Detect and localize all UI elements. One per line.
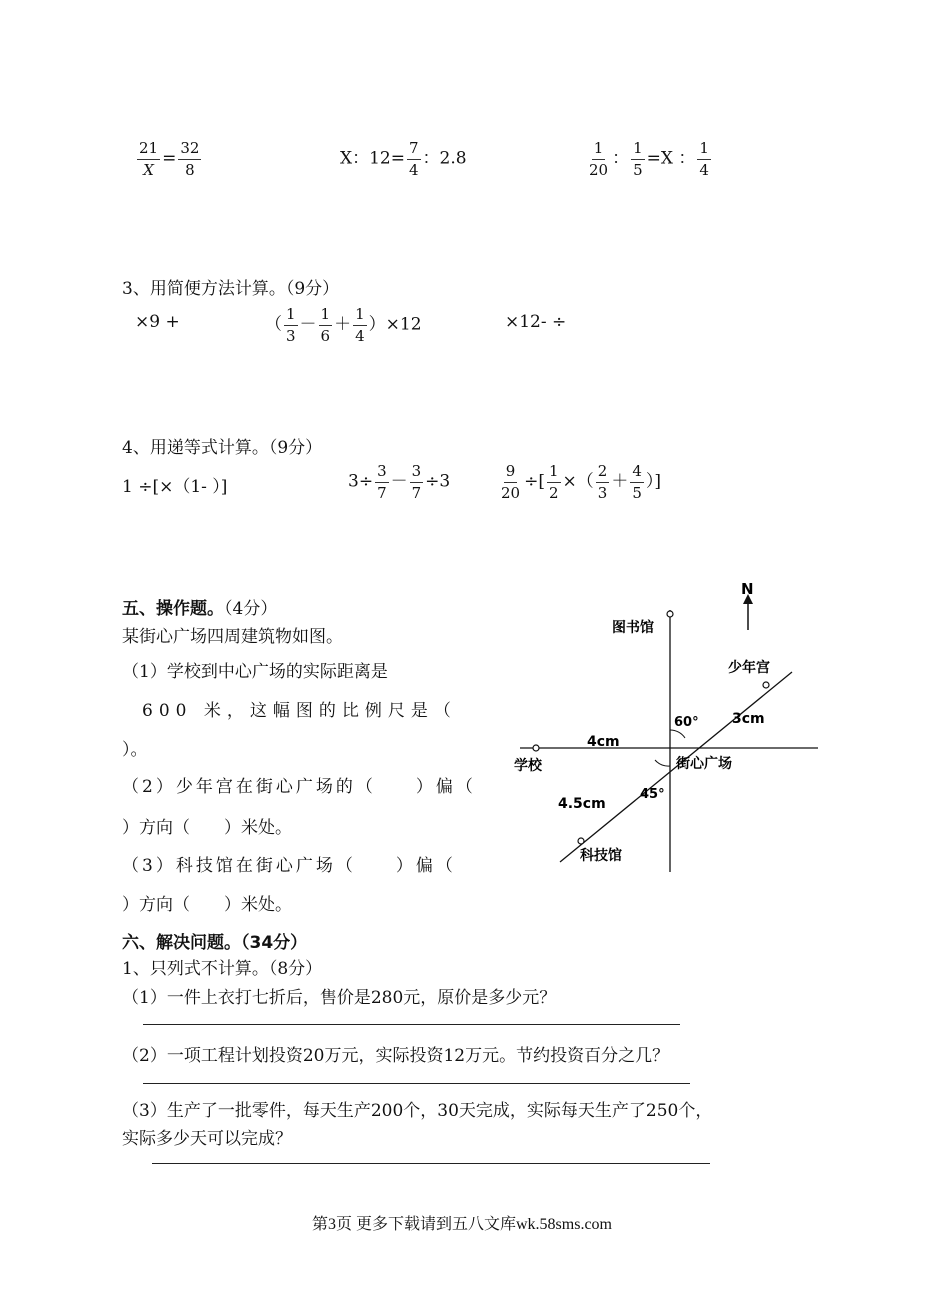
plaza-label: 街心广场 bbox=[676, 756, 732, 772]
eq-text: ×（ bbox=[562, 471, 594, 492]
school-point bbox=[533, 745, 539, 751]
frac-den: 3 bbox=[286, 326, 296, 345]
school-label: 学校 bbox=[514, 758, 542, 774]
frac-den: 20 bbox=[501, 483, 521, 502]
frac-num: 1 bbox=[631, 140, 645, 160]
dist-youth-label: 3cm bbox=[732, 711, 765, 727]
section5-q2-line2: ）方向（ ）米处。 bbox=[122, 818, 292, 838]
eq-text: ÷3 bbox=[425, 471, 451, 492]
north-arrow-icon bbox=[743, 594, 753, 630]
frac-num: 3 bbox=[410, 463, 424, 483]
answer-line-2[interactable] bbox=[143, 1083, 690, 1084]
section3-item3: ×12- ÷ bbox=[505, 312, 567, 332]
dist-science-label: 4.5cm bbox=[558, 796, 606, 812]
equation-2 bbox=[340, 140, 467, 178]
youth-palace-point bbox=[763, 682, 769, 688]
eq-text: ＋ bbox=[611, 471, 629, 492]
section5-q1-line3: ）。 bbox=[122, 740, 148, 760]
eq-text: ：2.8 bbox=[422, 148, 467, 169]
section6-sub1: 1、只列式不计算。（8分） bbox=[122, 959, 323, 979]
eq-text: ÷[ bbox=[524, 471, 545, 492]
section3-item2 bbox=[265, 306, 422, 344]
section5-q3-line2: ）方向（ ）米处。 bbox=[122, 895, 292, 915]
frac-den: 4 bbox=[408, 160, 419, 179]
eq-text: X：12= bbox=[340, 148, 405, 169]
angle-science-label: 45° bbox=[640, 787, 665, 802]
frac-den: 6 bbox=[320, 326, 331, 345]
section6-title: 六、解决问题。（34分） bbox=[122, 933, 308, 953]
frac-num: 3 bbox=[375, 463, 389, 483]
frac-num: 9 bbox=[504, 463, 518, 483]
eq-text: =X ： bbox=[646, 148, 696, 169]
frac-num: 32 bbox=[178, 140, 201, 160]
youth-palace-label: 少年宫 bbox=[728, 660, 770, 676]
section4-item3 bbox=[497, 463, 661, 501]
eq-text: － bbox=[299, 314, 317, 335]
frac-den: 5 bbox=[632, 483, 642, 502]
eq-text: ）×12 bbox=[368, 314, 422, 335]
library-label: 图书馆 bbox=[612, 620, 654, 636]
north-label: N bbox=[741, 580, 754, 598]
dist-school-label: 4cm bbox=[587, 734, 620, 750]
frac-den: X bbox=[143, 160, 154, 179]
eq-text: ： bbox=[612, 148, 630, 169]
section4-item1: 1 ÷[×（1- ）] bbox=[122, 477, 228, 497]
section5-title-bold: 五、操作题。 bbox=[122, 599, 224, 619]
frac-num: 1 bbox=[319, 306, 333, 326]
frac-den: 2 bbox=[548, 483, 559, 502]
frac-den: 4 bbox=[355, 326, 365, 345]
section4-item2 bbox=[348, 463, 450, 501]
frac-num: 1 bbox=[547, 463, 561, 483]
section3-item1: ×9 + bbox=[135, 312, 180, 332]
frac-num: 7 bbox=[407, 140, 421, 160]
eq-text: ＋ bbox=[334, 314, 352, 335]
page-footer: 第3页 更多下载请到五八文库wk.58sms.com bbox=[312, 1216, 613, 1233]
section6-q1: （1）一件上衣打七折后，售价是280元，原价是多少元？ bbox=[122, 988, 557, 1008]
answer-line-3[interactable] bbox=[152, 1163, 710, 1164]
section6-q3-line2: 实际多少天可以完成？ bbox=[122, 1129, 292, 1149]
frac-den: 5 bbox=[633, 160, 643, 179]
science-museum-point bbox=[578, 838, 584, 844]
frac-num: 1 bbox=[284, 306, 298, 326]
angle-arc-45 bbox=[655, 760, 670, 766]
frac-den: 7 bbox=[377, 483, 387, 502]
equation-3 bbox=[585, 140, 713, 178]
section6-q2: （2）一项工程计划投资20万元，实际投资12万元。节约投资百分之几？ bbox=[122, 1046, 670, 1066]
frac-num: 21 bbox=[137, 140, 160, 160]
library-point bbox=[667, 611, 673, 617]
frac-den: 8 bbox=[185, 160, 195, 179]
section5-intro: 某街心广场四周建筑物如图。 bbox=[122, 627, 343, 647]
section5-title-score: （4分） bbox=[224, 599, 278, 619]
frac-num: 4 bbox=[630, 463, 644, 483]
map-diagram bbox=[500, 570, 830, 880]
answer-line-1[interactable] bbox=[143, 1024, 680, 1025]
frac-num: 1 bbox=[353, 306, 367, 326]
equation-1: $\frac{21}{X}$ = $\frac{32}{8}$ bbox=[139, 139, 200, 179]
section6-q3-line1: （3）生产了一批零件，每天生产200个，30天完成，实际每天生产了250个， bbox=[122, 1101, 713, 1121]
frac-num: 2 bbox=[596, 463, 610, 483]
angle-youth-label: 60° bbox=[674, 715, 699, 730]
eq-text: 3÷ bbox=[348, 471, 374, 492]
eq-text: － bbox=[390, 471, 408, 492]
frac-num: 1 bbox=[697, 140, 711, 160]
angle-arc-60 bbox=[670, 730, 685, 738]
section5-q3-line1: （3）科技馆在街心广场（ ）偏（ bbox=[122, 856, 456, 876]
section4-title: 4、用递等式计算。（9分） bbox=[122, 438, 323, 458]
section5-title bbox=[122, 594, 277, 619]
section5-q1-line2: 600 米，这幅图的比例尺是（ bbox=[142, 701, 457, 721]
frac-den: 20 bbox=[589, 160, 609, 179]
section3-title: 3、用简便方法计算。（9分） bbox=[122, 279, 340, 299]
section5-q2-line1: （2）少年宫在街心广场的（ ）偏（ bbox=[122, 777, 476, 797]
frac-num: 1 bbox=[592, 140, 606, 160]
frac-den: 7 bbox=[411, 483, 422, 502]
eq-text: （ bbox=[265, 314, 282, 335]
science-museum-label: 科技馆 bbox=[580, 848, 622, 864]
frac-den: 4 bbox=[699, 160, 709, 179]
eq-text: ）] bbox=[645, 471, 662, 492]
frac-den: 3 bbox=[597, 483, 608, 502]
section5-q1-line1: （1）学校到中心广场的实际距离是 bbox=[122, 662, 388, 682]
